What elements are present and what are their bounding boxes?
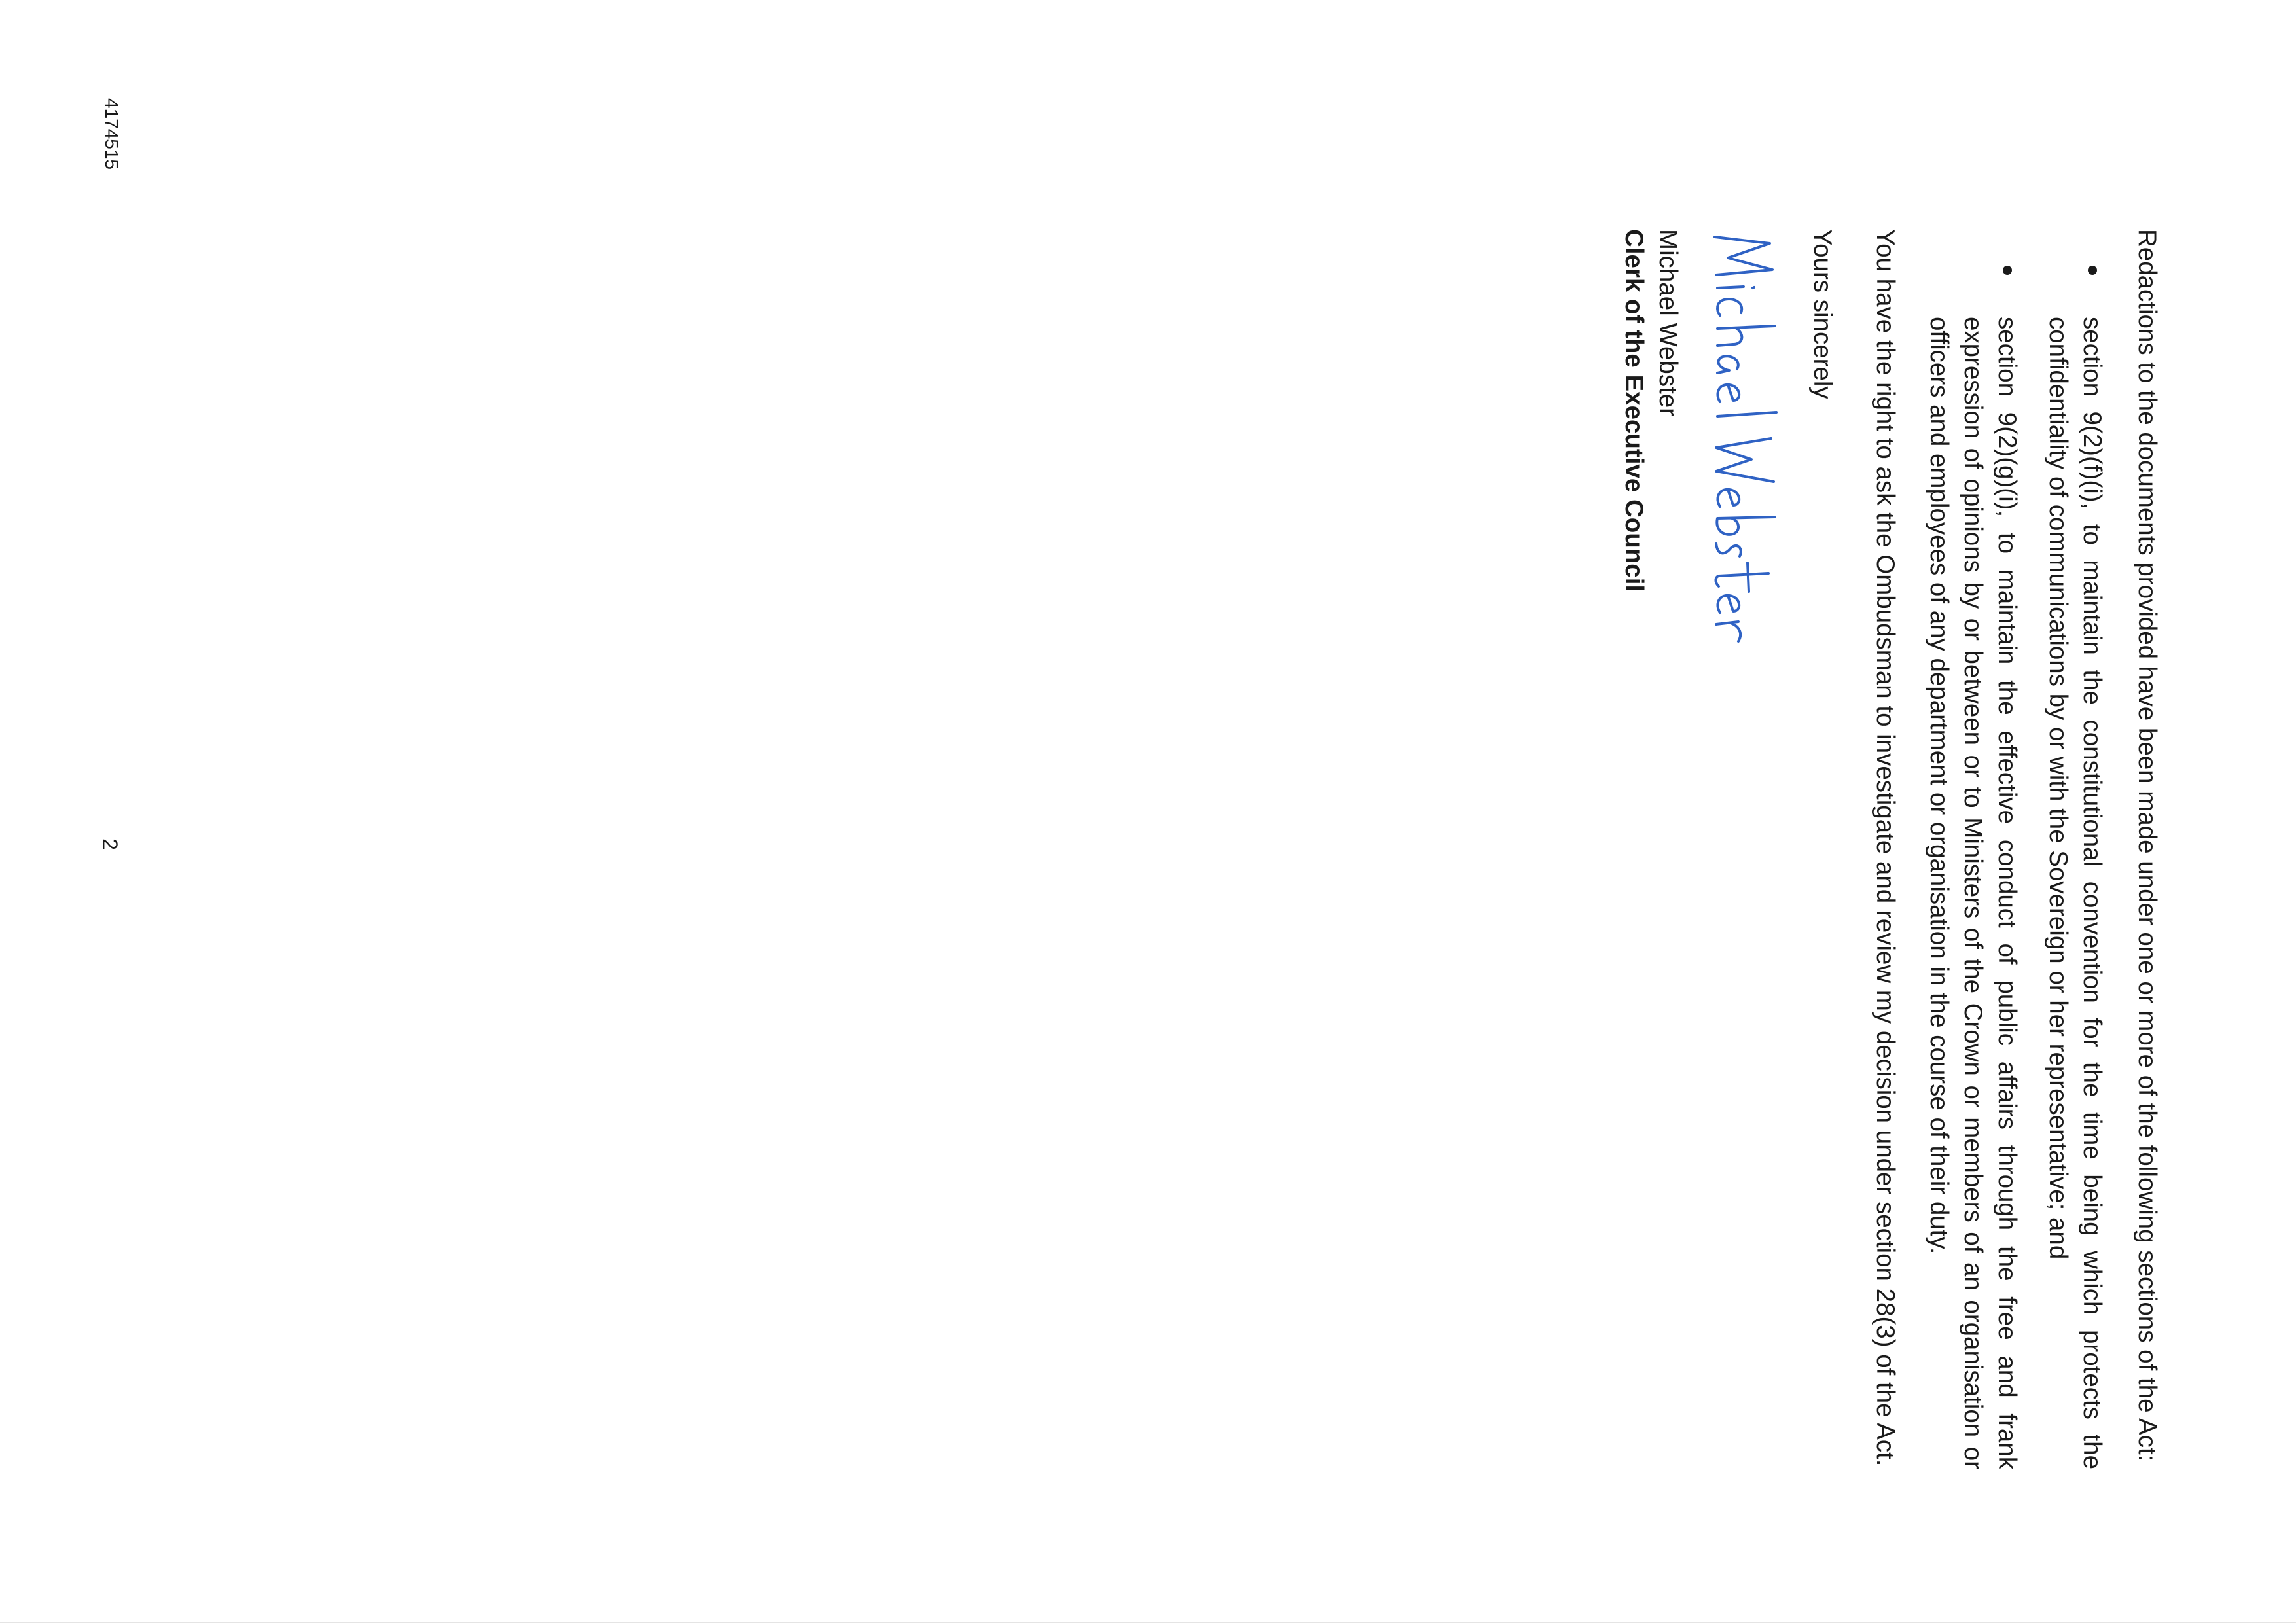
- list-item: [2041, 229, 2109, 1469]
- bullet-icon: [2088, 266, 2097, 275]
- redaction-list: [1922, 229, 2109, 1469]
- document-id: 4174515: [101, 98, 122, 170]
- handwritten-signature: [1690, 229, 1788, 648]
- rights-paragraph: You have the right to ask the Ombudsman to investigate and review my decision under section 28(3) of the Act.: [1871, 229, 1899, 1467]
- list-item-text: section 9(2)(f)(i), to maintain the constitutional convention for the time being which protects the confidentiality of communications by or with the Sovereign or her representative; and: [2044, 317, 2106, 1469]
- page-number: 2: [98, 838, 122, 850]
- list-item-text: section 9(2)(g)(i), to maintain the effective conduct of public affairs through the free and frank expression of opinions by or between or to Ministers of the Crown or members of an organisation or officers and employees of any department or organisation in the course of their duty.: [1925, 317, 2021, 1469]
- letter-body: [1617, 229, 2164, 1469]
- signer-title: Clerk of the Executive Council: [1620, 229, 1648, 592]
- bullet-icon: [2003, 266, 2012, 275]
- signer-name: Michael Webster: [1654, 229, 1682, 417]
- intro-paragraph: Redactions to the documents provided have been made under one or more of the following sections of the Act:: [2133, 229, 2161, 1462]
- list-item: [1922, 229, 2024, 1469]
- closing-line: Yours sincerely: [1808, 229, 1837, 399]
